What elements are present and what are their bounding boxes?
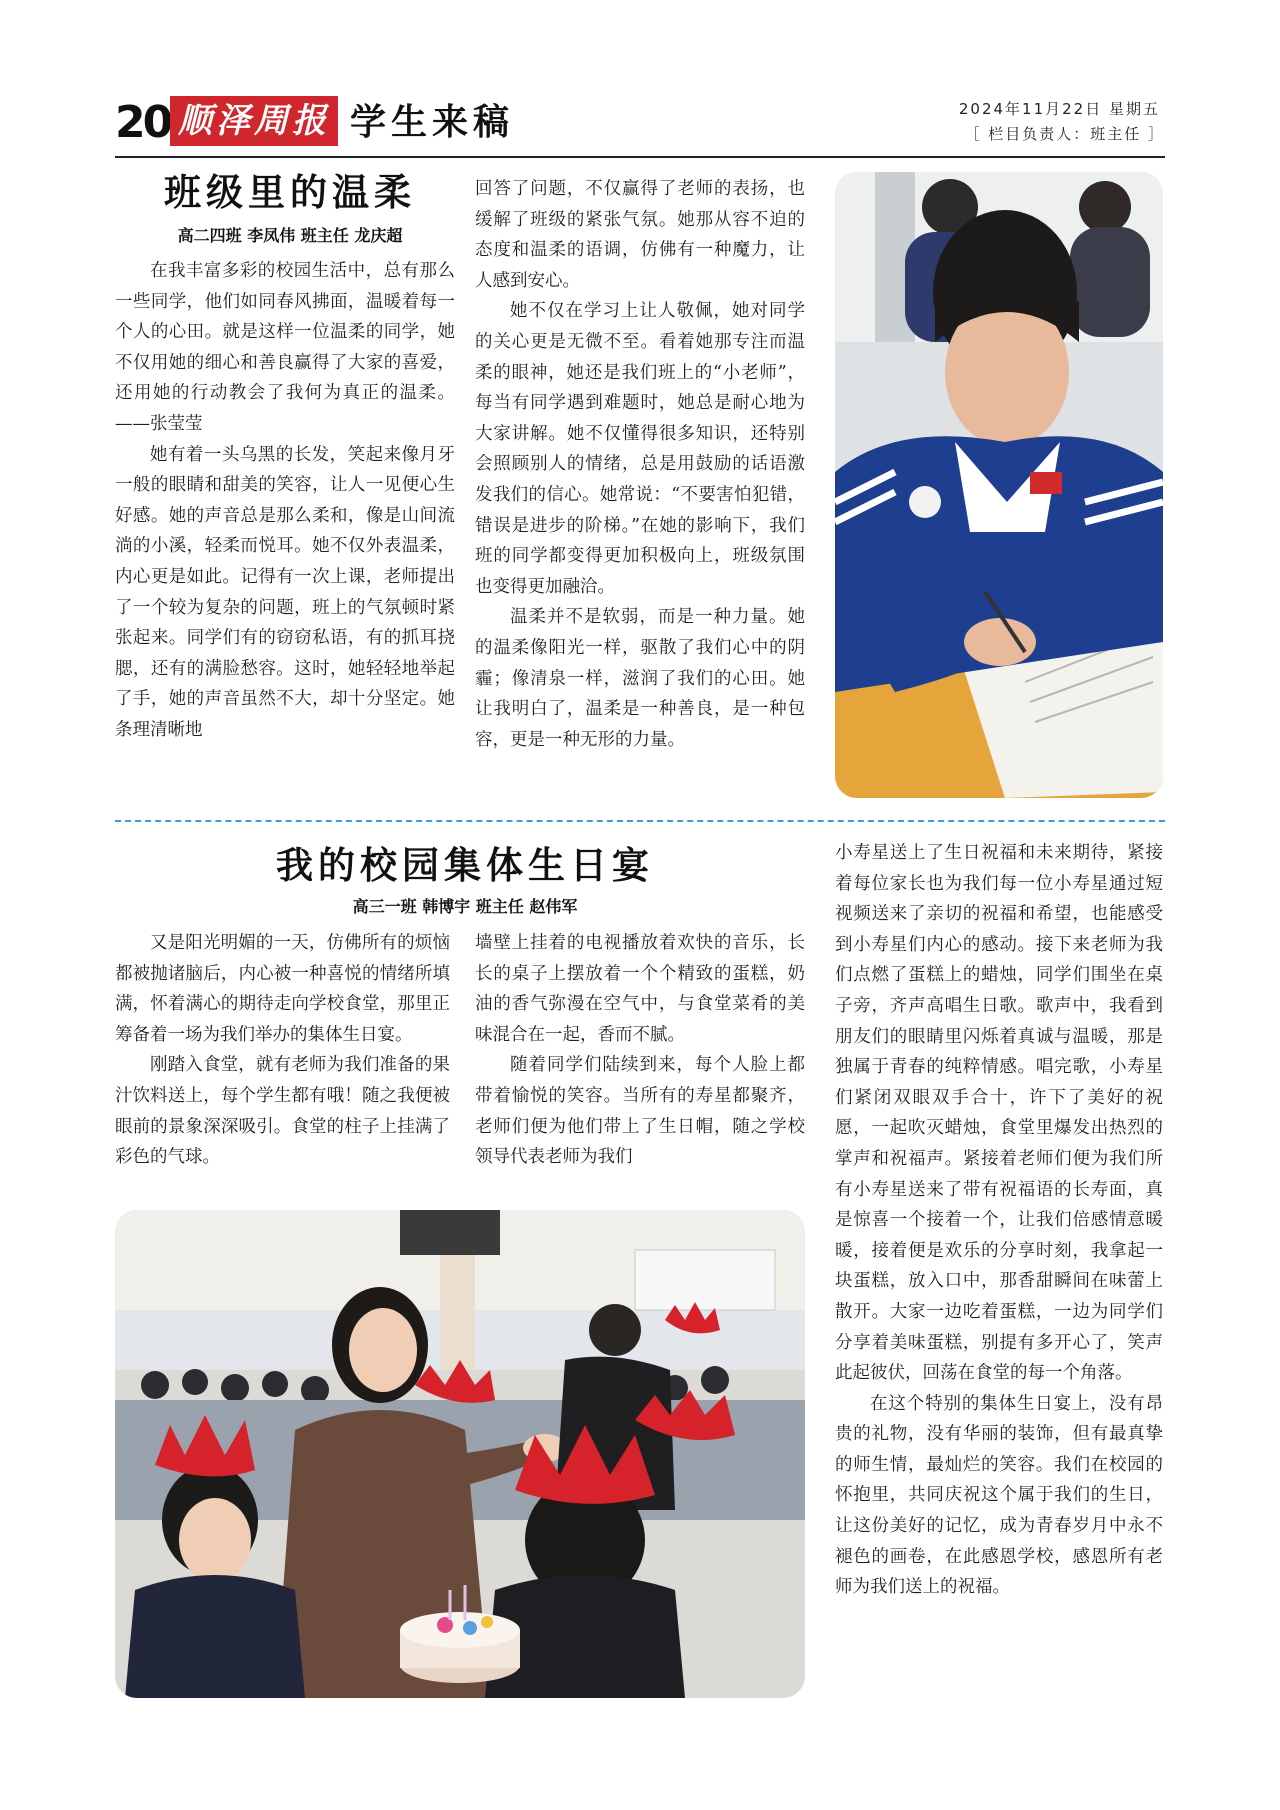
article2-column-3 bbox=[835, 838, 1163, 1603]
article2-column-2 bbox=[475, 928, 805, 1173]
paragraph: 小寿星送上了生日祝福和未来期待，紧接着每位家长也为我们每一位小寿星通过短视频送来了亲切的祝福和希望，也能感受到小寿星们内心的感动。接下来老师为我们点燃了蛋糕上的蜡烛，同学们围坐在桌子旁，齐声高唱生日歌。歌声中，我看到朋友们的眼睛里闪烁着真诚与温暖，那是独属于青春的纯粹情感。唱完歌，小寿星们紧闭双眼双手合十，许下了美好的祝愿，一起吹灭蜡烛，食堂里爆发出热烈的掌声和祝福声。紧接着老师们便为我们所有小寿星送来了带有祝福语的长寿面，真是惊喜一个接着一个，让我们倍感情意暖暖，接着便是欢乐的分享时刻，我拿起一块蛋糕，放入口中，那香甜瞬间在味蕾上散开。大家一边吃着蛋糕，一边为同学们分享着美味蛋糕，别提有多开心了，笑声此起彼伏，回荡在食堂的每一个角落。 bbox=[835, 843, 1163, 1384]
paragraph: 她不仅在学习上让人敬佩，她对同学的关心更是无微不至。看着她那专注而温柔的眼神，她还是我们班上的“小老师”，每当有同学遇到难题时，她总是耐心地为大家讲解。她不仅懂得很多知识，还特别会照顾别人的情绪，总是用鼓励的话语激发我们的信心。她常说：“不要害怕犯错，错误是进步的阶梯。”在她的影响下，我们班的同学都变得更加积极向上，班级氛围也变得更加融洽。 bbox=[475, 301, 805, 597]
paragraph: 温柔并不是软弱，而是一种力量。她的温柔像阳光一样，驱散了我们心中的阴霾；像清泉一样，滋润了我们的心田。她让我明白了，温柔是一种善良，是一种包容，更是一种无形的力量。 bbox=[475, 607, 805, 750]
article1-title: 班级里的温柔 bbox=[164, 171, 416, 214]
section-divider bbox=[115, 820, 1165, 822]
newspaper-logo: 顺泽周报 bbox=[170, 96, 338, 146]
paragraph: 在这个特别的集体生日宴上，没有昂贵的礼物，没有华丽的装饰，但有最真挚的师生情，最灿烂的笑容。我们在校园的怀抱里，共同庆祝这个属于我们的生日，让这份美好的记忆，成为青春岁月中永不褪色的画卷，在此感恩学校，感恩所有老师为我们送上的祝福。 bbox=[835, 1393, 1163, 1598]
birthday-party-photo bbox=[115, 1210, 805, 1698]
paragraph: 在我丰富多彩的校园生活中，总有那么一些同学，他们如同春风拂面，温暖着每一个人的心田。就是这样一位温柔的同学，她不仅用她的细心和善良赢得了大家的喜爱，还用她的行动教会了我何为真正的温柔。——张莹莹 bbox=[115, 261, 455, 434]
paragraph: 刚踏入食堂，就有老师为我们准备的果汁饮料送上，每个学生都有哦！随之我便被眼前的景象深深吸引。食堂的柱子上挂满了彩色的气球。 bbox=[115, 1055, 450, 1168]
paragraph: 回答了问题，不仅赢得了老师的表扬，也缓解了班级的紧张气氛。她那从容不迫的态度和温柔的语调，仿佛有一种魔力，让人感到安心。 bbox=[475, 179, 805, 291]
section-title: 学生来稿 bbox=[350, 102, 515, 143]
header-rule bbox=[115, 156, 1165, 158]
column-editor: ［ 栏目负责人：班主任 ］ bbox=[964, 125, 1165, 143]
student-writing-photo bbox=[835, 172, 1163, 798]
article2-title: 我的校园集体生日宴 bbox=[276, 844, 654, 887]
paragraph: 她有着一头乌黑的长发，笑起来像月牙一般的眼睛和甜美的笑容，让人一见便心生好感。她的声音总是那么柔和，像是山间流淌的小溪，轻柔而悦耳。她不仅外表温柔，内心更是如此。记得有一次上课，老师提出了一个较为复杂的问题，班上的气氛顿时紧张起来。同学们有的窃窃私语，有的抓耳挠腮，还有的满脸愁容。这时，她轻轻地举起了手，她的声音虽然不大，却十分坚定。她条理清晰地 bbox=[115, 444, 455, 740]
issue-date: 2024年11月22日 星期五 bbox=[958, 100, 1160, 118]
article2-column-1 bbox=[115, 928, 450, 1173]
page-number: 20 bbox=[115, 97, 171, 148]
article1-column-2 bbox=[475, 174, 805, 755]
article2-byline: 高三一班 韩博宇 班主任 赵伟军 bbox=[352, 897, 578, 916]
article1-column-1 bbox=[115, 256, 455, 746]
article1-byline: 高二四班 李凤伟 班主任 龙庆超 bbox=[177, 226, 403, 245]
paragraph: 又是阳光明媚的一天，仿佛所有的烦恼都被抛诸脑后，内心被一种喜悦的情绪所填满，怀着满心的期待走向学校食堂，那里正筹备着一场为我们举办的集体生日宴。 bbox=[115, 933, 450, 1045]
paragraph: 随着同学们陆续到来，每个人脸上都带着愉悦的笑容。当所有的寿星都聚齐，老师们便为他们带上了生日帽，随之学校领导代表老师为我们 bbox=[475, 1055, 805, 1168]
paragraph: 墙壁上挂着的电视播放着欢快的音乐，长长的桌子上摆放着一个个精致的蛋糕，奶油的香气弥漫在空气中，与食堂菜肴的美味混合在一起，香而不腻。 bbox=[475, 933, 805, 1045]
